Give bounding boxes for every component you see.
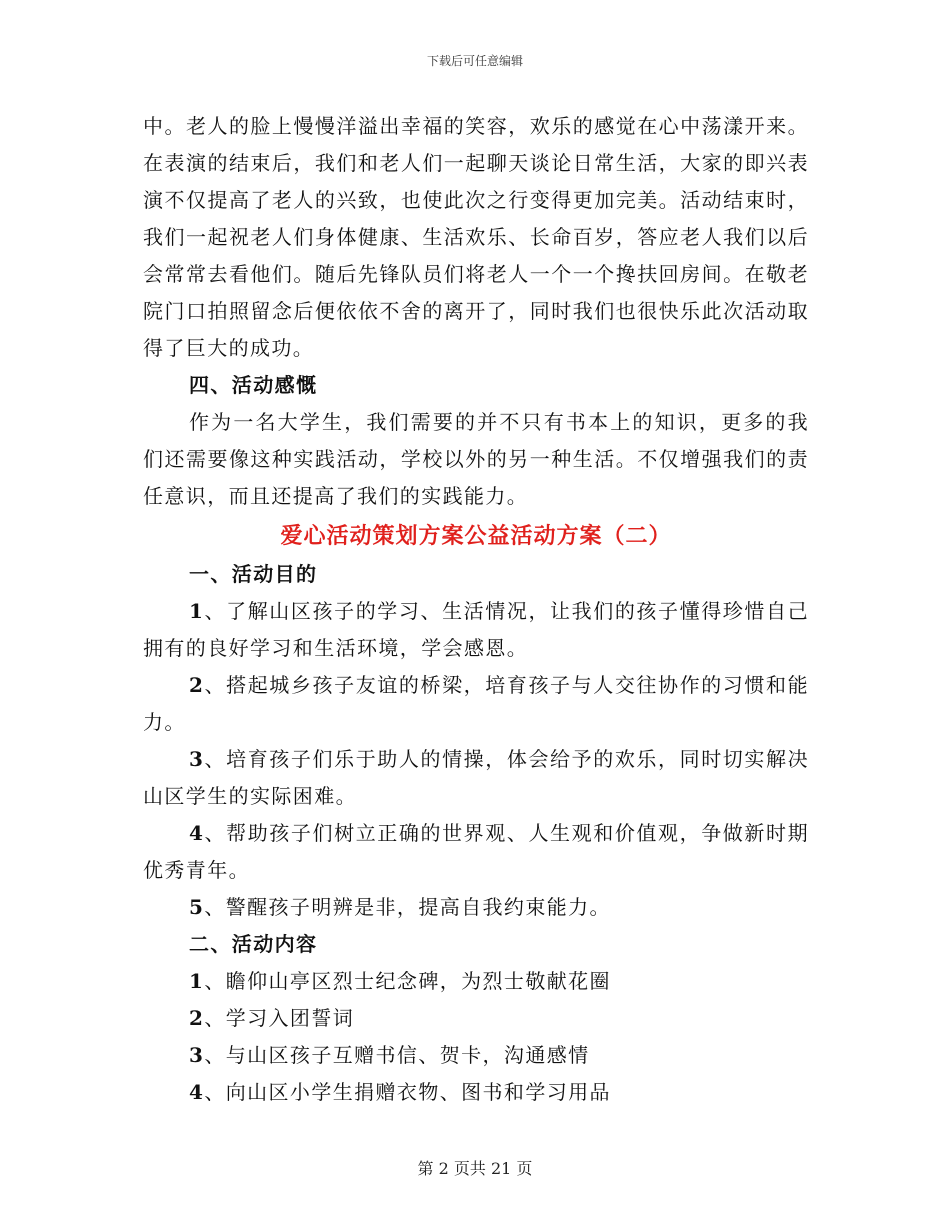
content-item bbox=[143, 1037, 809, 1074]
item-text: 、搭起城乡孩子友谊的桥梁，培育孩子与人交往协作的习惯和能力。 bbox=[143, 673, 809, 734]
document-body bbox=[143, 108, 809, 1111]
purpose-item bbox=[143, 667, 809, 741]
purpose-item bbox=[143, 889, 809, 926]
item-number: 1 bbox=[189, 599, 205, 623]
item-number: 1 bbox=[189, 969, 205, 993]
content-item bbox=[143, 963, 809, 1000]
item-number: 4 bbox=[189, 821, 205, 845]
item-number: 3 bbox=[189, 1043, 205, 1067]
item-text: 、向山区小学生捐赠衣物、图书和学习用品 bbox=[204, 1080, 611, 1104]
purpose-item bbox=[143, 815, 809, 889]
page-footer: 第 2 页共 21 页 bbox=[417, 1159, 533, 1178]
purpose-item bbox=[143, 741, 809, 815]
item-text: 、培育孩子们乐于助人的情操，体会给予的欢乐，同时切实解决山区学生的实际困难。 bbox=[143, 747, 809, 808]
item-text: 、帮助孩子们树立正确的世界观、人生观和价值观，争做新时期优秀青年。 bbox=[143, 821, 809, 882]
continuation-paragraph: 中。老人的脸上慢慢洋溢出幸福的笑容，欢乐的感觉在心中荡漾开来。在表演的结束后，我们和老人们一起聊天谈论日常生活，大家的即兴表演不仅提高了老人的兴致，也使此次之行变得更加完美。活动结束时，我们一起祝老人们身体健康、生活欢乐、长命百岁，答应老人我们以后会常常去看他们。随后先锋队员们将老人一个一个搀扶回房间。在敬老院门口拍照留念后便依依不舍的离开了，同时我们也很快乐此次活动取得了巨大的成功。 bbox=[143, 114, 809, 360]
content-item bbox=[143, 1074, 809, 1111]
item-text: 、瞻仰山亭区烈士纪念碑，为烈士敬献花圈 bbox=[204, 969, 611, 993]
item-number: 4 bbox=[189, 1080, 205, 1104]
item-text: 、与山区孩子互赠书信、贺卡，沟通感情 bbox=[204, 1043, 590, 1067]
item-number: 2 bbox=[189, 1006, 205, 1030]
reflection-paragraph: 作为一名大学生，我们需要的并不只有书本上的知识，更多的我们还需要像这种实践活动，学校以外的另一种生活。不仅增强我们的责任意识，而且还提高了我们的实践能力。 bbox=[143, 410, 809, 508]
item-number: 5 bbox=[189, 895, 205, 919]
item-text: 、学习入团誓词 bbox=[204, 1006, 355, 1030]
item-text: 、警醒孩子明辨是非，提高自我约束能力。 bbox=[204, 895, 611, 919]
content-item bbox=[143, 1000, 809, 1037]
purpose-item bbox=[143, 593, 809, 667]
item-text: 、了解山区孩子的学习、生活情况，让我们的孩子懂得珍惜自己拥有的良好学习和生活环境，学会感恩。 bbox=[143, 599, 809, 660]
section-heading-content: 二、活动内容 bbox=[189, 932, 318, 956]
document-title: 爱心活动策划方案公益活动方案（二） bbox=[280, 523, 672, 549]
item-number: 3 bbox=[189, 747, 205, 771]
page-header: 下载后可任意编辑 bbox=[426, 54, 523, 68]
item-number: 2 bbox=[189, 673, 205, 697]
section-heading-purpose: 一、活动目的 bbox=[189, 562, 318, 586]
section-heading-reflection: 四、活动感慨 bbox=[189, 373, 318, 397]
